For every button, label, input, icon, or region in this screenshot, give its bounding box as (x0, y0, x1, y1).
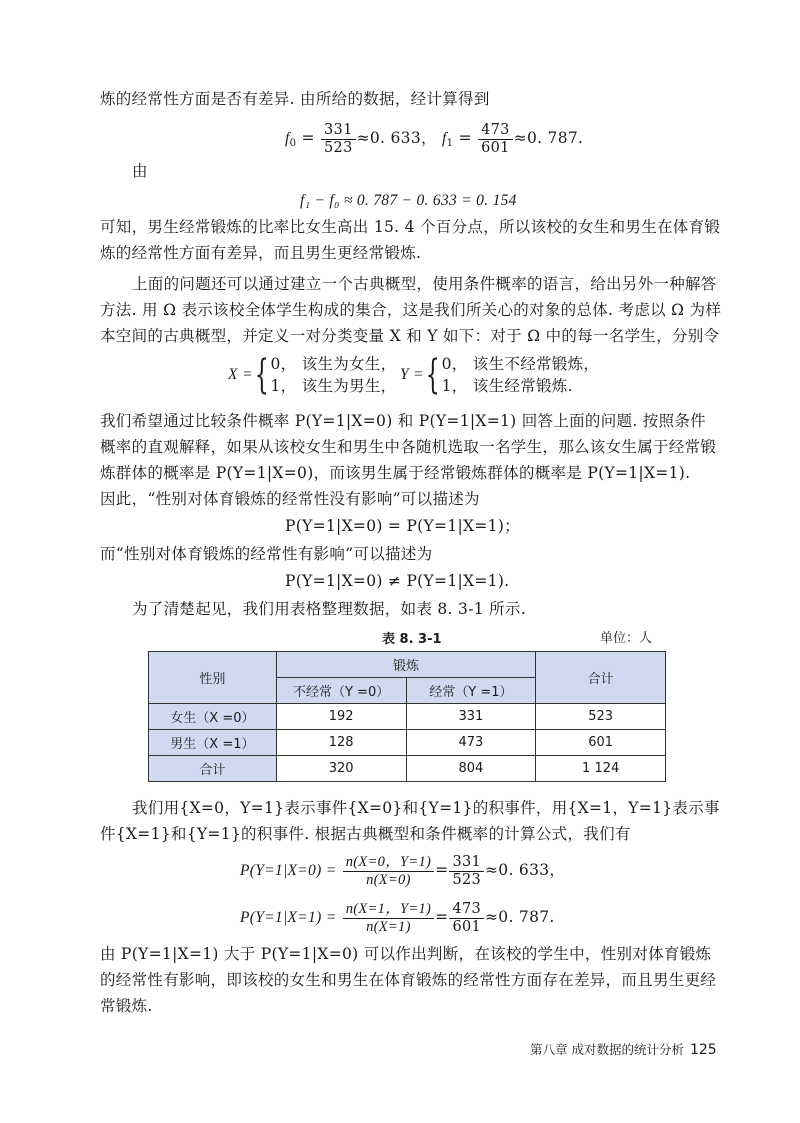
y-case-0: 0， 该生不经常锻炼， (441, 355, 600, 373)
body-text-line-11: 我们希望通过比较条件概率 P(Y=1|X=0) 和 P(Y=1|X=1) 回答上面的问题. 按照条件 (100, 412, 706, 430)
header-total: 合计 (536, 652, 666, 704)
cell-value: 192 (276, 704, 406, 730)
fraction-numerator: 331 (321, 122, 356, 140)
f0-symbol: f (285, 130, 290, 147)
y-cases (442, 353, 600, 397)
body-text-line-12: 概率的直观解释，如果从该校女生和男生中各随机选取一名学生，那么该女生属于经常锻 (100, 438, 717, 456)
fraction-numerator: 473 (449, 901, 484, 919)
body-text-line-5: 可知，男生经常锻炼的比率比女生高出 15. 4 个百分点，所以该校的女生和男生在体育锻 (100, 218, 721, 236)
body-text-line-1: 炼的经常性方面是否有差异. 由所给的数据，经计算得到 (100, 90, 490, 108)
fraction-denominator: n(X=1) (366, 918, 411, 935)
equation-has-effect: P(Y=1|X=0) ≠ P(Y=1|X=1). (285, 572, 510, 590)
table-row (149, 730, 666, 756)
f0-subscript: 0 (289, 138, 297, 149)
x-case-0: 0， 该生为女生， (270, 355, 397, 373)
body-text-line-20: 件{X=1}和{Y=1}的积事件. 根据古典概型和条件概率的计算公式，我们有 (100, 825, 631, 843)
left-brace-icon: { (425, 352, 440, 398)
p1-lhs: P(Y=1|X=1) = (240, 909, 337, 926)
cell-value: 128 (276, 730, 406, 756)
x-variable-lhs: X = (228, 366, 253, 383)
fraction-f0 (321, 122, 356, 157)
equation-no-effect: P(Y=1|X=0) = P(Y=1|X=1)； (285, 517, 520, 535)
equation-f-values: $f_0$ = $\frac{331}{523}$ ≈0. 633， $f_1$ = $\frac{473}{601}$ ≈0. 787. (285, 121, 584, 156)
cell-value: 804 (406, 756, 536, 782)
table-caption: 表 8. 3-1 (382, 632, 442, 647)
p1-approx-value: ≈0. 787. (485, 908, 555, 926)
header-exercise: 锻炼 (276, 652, 536, 678)
fraction-numerator: n(X=1，Y=1) (343, 901, 434, 919)
equation-p-male (240, 897, 555, 938)
cell-value: 1 124 (536, 756, 666, 782)
body-text-line-9: 本空间的古典概型，并定义一对分类变量 X 和 Y 如下：对于 Ω 中的每一名学生，分别令 (100, 327, 720, 345)
cell-value: 601 (536, 730, 666, 756)
f1-approx-value: ≈0. 787. (513, 129, 584, 147)
page-footer (530, 1040, 717, 1058)
body-text-line-25: 常锻炼. (100, 997, 153, 1015)
fraction-p1 (343, 901, 434, 936)
fraction-denominator: 523 (452, 871, 482, 888)
header-gender: 性别 (149, 652, 277, 704)
x-case-1: 1， 该生为男生， (270, 377, 397, 395)
body-text-line-3: 由 (132, 162, 148, 180)
header-not-regular: 不经常（Y =0） (276, 678, 406, 704)
fraction-denominator: n(X=0) (366, 871, 411, 888)
x-cases (270, 353, 396, 397)
equation-f-difference: f₁ − f₀ ≈ 0. 787 − 0. 633 = 0. 154 (300, 192, 517, 209)
f1-symbol: f (442, 130, 447, 147)
left-brace-icon: { (254, 352, 269, 398)
body-text-line-8: 方法. 用 Ω 表示该校全体学生构成的集合，这是我们所关心的对象的总体. 考虑以 Ω 为样 (100, 301, 722, 319)
fraction-p0 (343, 854, 434, 889)
body-text-line-6: 炼的经常性方面有差异，而且男生更经常锻炼. (100, 244, 422, 262)
page-number: 125 (689, 1042, 717, 1058)
fraction-p1-numeric (449, 901, 484, 936)
body-text-line-18: 为了清楚起见，我们用表格整理数据，如表 8. 3-1 所示. (132, 600, 526, 618)
body-text-line-14: 因此，“性别对体育锻炼的经常性没有影响”可以描述为 (100, 490, 480, 508)
y-variable-lhs: Y = (400, 366, 424, 383)
f0-approx-value: ≈0. 633， (356, 129, 437, 147)
cell-value: 331 (406, 704, 536, 730)
fraction-numerator: n(X=0，Y=1) (343, 854, 434, 872)
body-text-line-16: 而“性别对体育锻炼的经常性有影响”可以描述为 (100, 545, 433, 563)
p0-lhs: P(Y=1|X=0) = (240, 862, 337, 879)
body-text-line-24: 的经常性有影响，即该校的女生和男生在体育锻炼的经常性方面存在差异，而且男生更经 (100, 971, 717, 989)
p0-approx-value: ≈0. 633， (485, 861, 566, 879)
body-text-line-19: 我们用{X=0，Y=1}表示事件{X=0}和{Y=1}的积事件，用{X=1，Y=1}表示事 (132, 799, 720, 817)
y-case-1: 1， 该生经常锻炼. (441, 377, 573, 395)
cases-x-definition (228, 352, 396, 397)
equals-sign: = (435, 861, 449, 879)
fraction-denominator: 523 (324, 139, 353, 156)
fraction-denominator: 601 (452, 918, 482, 935)
fraction-p0-numeric (449, 854, 484, 889)
table-row (149, 756, 666, 782)
cell-value: 320 (276, 756, 406, 782)
header-regular: 经常（Y =1） (406, 678, 536, 704)
body-text-line-23: 由 P(Y=1|X=1) 大于 P(Y=1|X=0) 可以作出判断，在该校的学生中，性别对体育锻炼 (100, 945, 712, 963)
row-label: 合计 (149, 756, 277, 782)
cell-value: 473 (406, 730, 536, 756)
body-text-line-7: 上面的问题还可以通过建立一个古典概型，使用条件概率的语言，给出另外一种解答 (132, 275, 717, 293)
row-label: 女生（X =0） (149, 704, 277, 730)
fraction-numerator: 473 (478, 122, 513, 140)
chapter-title: 第八章 成对数据的统计分析 (530, 1042, 684, 1057)
cell-value: 523 (536, 704, 666, 730)
equation-p-female (240, 850, 565, 891)
row-label: 男生（X =1） (149, 730, 277, 756)
body-text-line-13: 炼群体的概率是 P(Y=1|X=0)，而该男生属于经常锻炼群体的概率是 P(Y=1|X=1). (100, 464, 691, 482)
equals-sign: = (435, 908, 449, 926)
fraction-f1 (478, 122, 513, 157)
table-row (149, 704, 666, 730)
table-unit: 单位：人 (600, 631, 653, 646)
fraction-numerator: 331 (449, 854, 484, 872)
contingency-table (148, 651, 666, 782)
cases-y-definition (400, 352, 599, 397)
fraction-denominator: 601 (481, 139, 510, 156)
f1-subscript: 1 (446, 138, 454, 149)
